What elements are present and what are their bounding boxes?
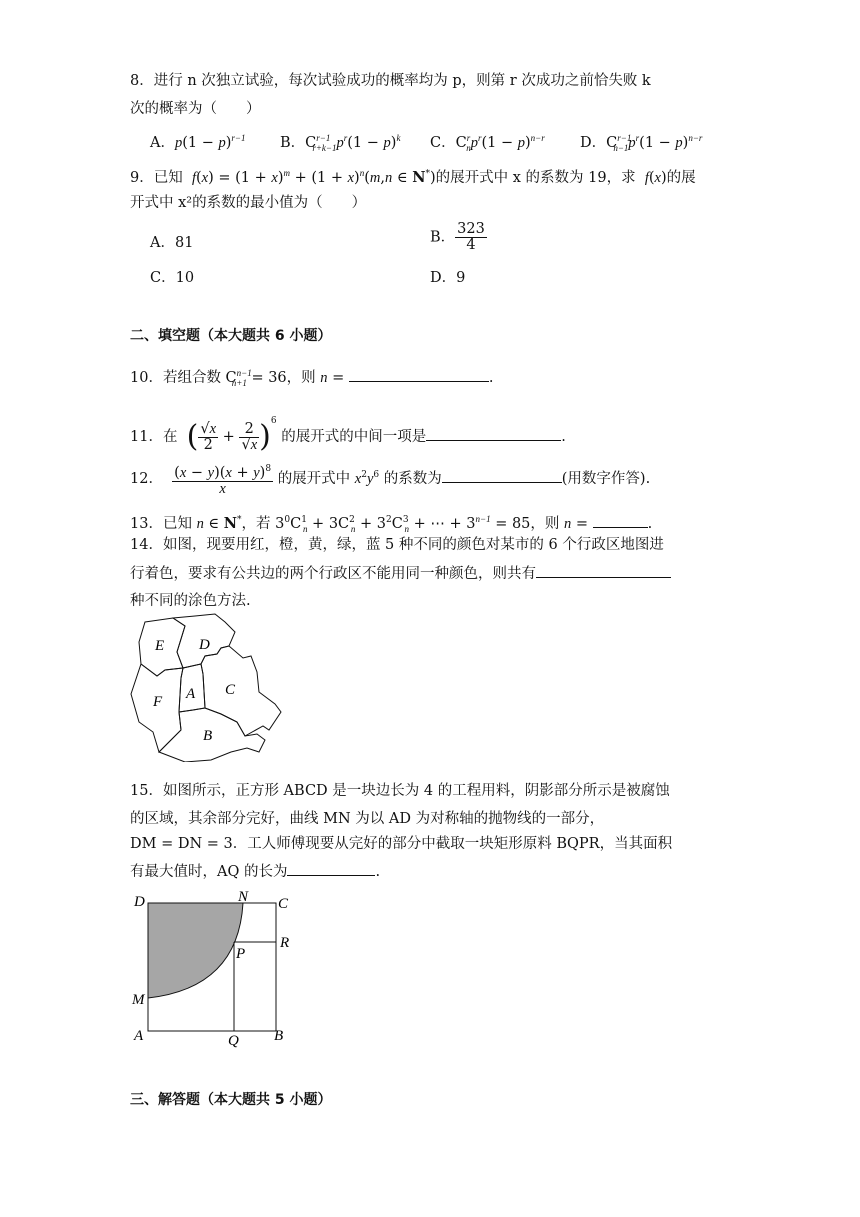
q9-line1: 9．已知 $f(x) = (1 + x)^m + (1 + x)^n(m,n$ ∈ N*)的展开式中 x 的系数为 19，求 f(x)的展 [130,168,696,186]
q9-option-c[interactable]: C．10 [150,270,195,286]
map-label-c: C [225,682,236,698]
q11: 11．在 ( $\frac{√x}{2}$ + $\frac{2}{√x}$ )$^6$ 的展开式的中间一项是 . [130,416,566,454]
q9-option-a[interactable]: A．81 [150,235,194,251]
q9-option-d[interactable]: D．9 [430,270,466,286]
fig-label-b: B [274,1028,284,1044]
fig-label-a: A [134,1028,144,1044]
q9-option-b[interactable]: B． $\frac{323}{4}$ [430,221,485,253]
section-3-title: 三、解答题（本大题共 5 小题） [130,1092,332,1108]
map-label-b: B [203,728,213,744]
q15-line4: 有最大值时，AQ 的长为 . [130,861,380,883]
q8-option-d[interactable]: D．$C^{r-1}_{n-1}p^r(1 - p)^{n-r}$ [580,133,703,153]
map-label-f: F [153,694,163,710]
square-figure [128,888,298,1048]
corroded-region [148,903,246,998]
q8-option-a[interactable]: A．$p(1 - p)^{r-1}$ [150,133,246,151]
fig-label-r: R [280,935,290,951]
q11-answer-blank[interactable] [426,426,561,441]
q15-line3: DM = DN = 3．工人师傅现要从完好的部分中截取一块矩形原料 BQPR，当其面积 [130,836,673,852]
q10: 10．若组合数 $C^{n-1}_{n+1} = 36$，则 n = . [130,368,494,388]
q9-line2: 开式中 x²的系数的最小值为（ ） [130,195,367,211]
region-c [201,646,281,736]
fig-label-c: C [278,896,289,912]
q8-option-b[interactable]: B．$C^{r-1}_{r+k-1}p^r(1 - p)^k$ [280,133,401,153]
q13: 13．已知 n ∈ N*，若 $3^0C^1_n + 3C^2_n + 3^2C^3_n$ + ⋯ + $3^{n-1} = 85$，则 n = . [130,514,653,534]
q15-line1: 15．如图所示，正方形 ABCD 是一块边长为 4 的工程用料，阴影部分所示是被腐蚀 [130,783,670,799]
q14-line2: 行着色，要求有公共边的两个行政区不能用同一种颜色，则共有 [130,563,671,585]
district-map-figure [125,612,285,762]
fig-label-q: Q [228,1033,239,1048]
q8-line1: 8．进行 n 次独立试验，每次试验成功的概率均为 p，则第 r 次成功之前恰失败 k [130,73,651,89]
fig-label-d: D [134,894,145,910]
q15-answer-blank[interactable] [287,861,375,876]
map-label-a: A [186,686,196,702]
q15-line2: 的区域，其余部分完好，曲线 MN 为以 AD 为对称轴的抛物线的一部分， [130,811,605,827]
q12-answer-blank[interactable] [442,468,562,483]
q13-answer-blank[interactable] [593,513,648,528]
q12: 12． $\frac{(x - y)(x + y)^8}{x}$ 的展开式中 $x^2y^6$ 的系数为 (用数字作答). [130,463,651,497]
section-2-title: 二、填空题（本大题共 6 小题） [130,328,332,344]
q8-option-c[interactable]: C．$C^r_np^r(1 - p)^{n-r}$ [430,133,545,153]
map-label-d: D [199,637,210,653]
fig-label-p: P [236,946,246,962]
fig-label-n: N [238,889,249,905]
map-label-e: E [155,638,165,654]
q8-line2: 次的概率为（ ） [130,101,261,117]
q10-answer-blank[interactable] [349,367,489,382]
q14-answer-blank[interactable] [536,563,671,578]
fig-label-m: M [132,992,145,1008]
q14-line1: 14．如图，现要用红，橙，黄，绿，蓝 5 种不同的颜色对某市的 6 个行政区地图进 [130,537,664,553]
q14-line3: 种不同的涂色方法. [130,593,251,609]
